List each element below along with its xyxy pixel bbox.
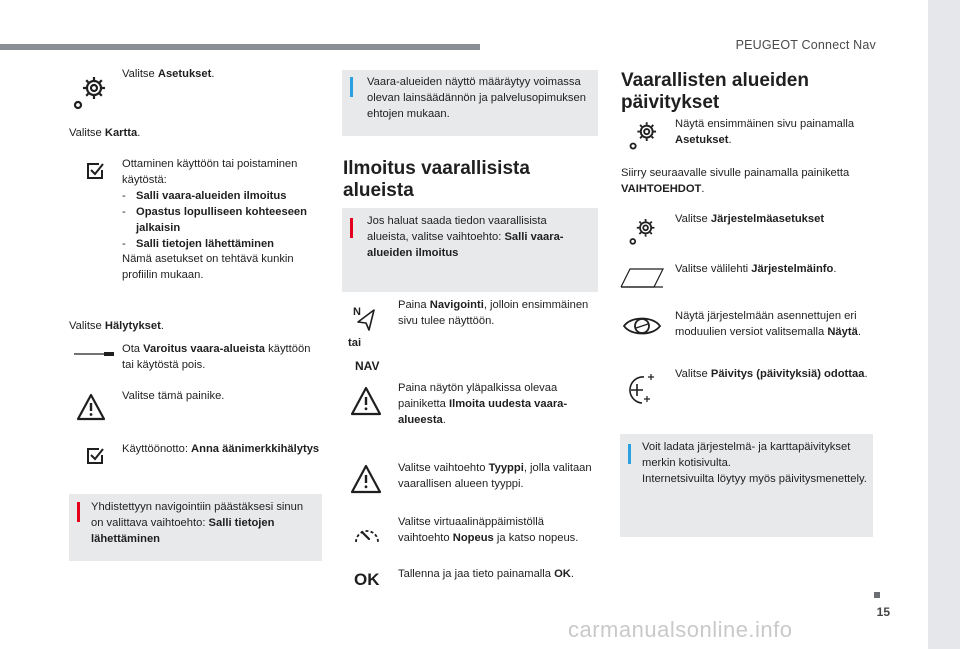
step-enter-speed: Valitse virtuaalinäppäimistöllä vaihtoehto Nopeus ja katso nopeus. [398,516,579,544]
settings-gear-icon [72,72,112,112]
option-allow-data-sending: Salli tietojen lähettäminen [136,237,275,250]
warning-marker-icon [77,502,80,522]
item-danger-warning: Ota Varoitus vaara-alueista käyttöön tai käytöstä pois. [122,343,311,371]
step-press-navigation: Paina Navigointi, jolloin ensimmäinen sivu tulee näyttöön. [398,299,589,327]
settings-gear-icon [628,118,662,152]
step-go-options: Siirry seuraavalle sivulle painamalla painiketta VAIHTOEHDOT. [621,167,850,195]
item-select-settings: Valitse Asetukset. [122,68,215,80]
warning-triangle-icon [350,464,382,494]
note-box-warning [69,494,322,561]
item-enable-sound: Käyttöönotto: Anna äänimerkkihälytys [122,443,320,455]
step-select-type: Valitse vaihtoehto Tyyppi, jolla valitaan vaarallisen alueen tyyppi. [398,462,592,490]
svg-text:N: N [353,306,361,318]
warning-marker-icon [350,218,353,238]
header-rule [0,44,480,50]
info-box [342,70,598,136]
tab-icon [620,268,664,288]
step-show-versions: Näytä järjestelmään asennettujen eri moduulien versiot valitsemalla Näytä. [675,310,861,338]
step-pending-updates: Valitse Päivitys (päivityksiä) odottaa. [675,368,868,380]
step-save-share: Tallenna ja jaa tieto painamalla OK. [398,568,574,580]
warning-triangle-icon [350,386,382,416]
info-marker-icon [628,444,631,464]
checkbox-icon [86,162,104,180]
step-report-new-zone: Paina näytön yläpalkissa olevaa painiketta Ilmoita uudesta vaara-alueesta. [398,382,568,426]
item-select-map: Valitse Kartta. [69,127,141,139]
option-walking-guidance: Opastus lopulliseen kohteeseen jalkaisin [136,205,307,234]
item-select-alerts: Valitse Hälytykset. [69,320,164,332]
update-download-icon [622,372,658,406]
step-system-info-tab: Valitse välilehti Järjestelmäinfo. [675,263,837,275]
system-settings-gear-icon [628,215,660,247]
nav-button-label: NAV [355,359,380,373]
step-system-settings: Valitse Järjestelmäasetukset [675,213,825,225]
ok-button-label: OK [354,570,380,589]
note-box-warning [342,208,598,292]
navigation-arrow-icon [352,304,378,332]
speedometer-icon [352,520,382,550]
section-heading-updates: Vaarallisten alueiden päivitykset [621,70,809,113]
option-allow-danger-zone: Salli vaara-alueiden ilmoitus [136,189,287,202]
page-edge-strip [928,0,960,649]
info-box [620,434,873,537]
end-marker [874,592,880,598]
info-text: Voit ladata järjestelmä- ja karttapäivitykset merkin kotisivulta. Internetsivuilta löytyy myös päivitysmenettely. [642,441,867,485]
section-heading-danger-alerts: Ilmoitus vaarallisista alueista [343,158,530,201]
checkbox-icon [86,447,104,465]
note-text: Yhdistettyyn navigointiin päästäksesi sinun on valittava vaihtoehto: Salli tietojen lähettäminen [91,501,304,545]
item-press-button: Valitse tämä painike. [122,390,225,402]
brand-label: PEUGEOT Connect Nav [735,38,876,52]
label-or: tai [348,337,362,349]
watermark: carmanualsonline.info [568,617,793,642]
eye-icon [622,313,662,339]
page-number: 15 [876,605,890,619]
step-open-settings: Näytä ensimmäinen sivu painamalla Asetukset. [675,118,855,146]
toggle-switch-icon [74,351,114,357]
item-toggle-options: Ottaminen käyttöön tai poistaminen käytöstä: - Salli vaara-alueiden ilmoitus - Opastus lopulliseen kohteeseen jalkaisin - Salli tietojen lähettäminen Nämä asetukset on tehtävä kunkin profiilin mukaan. [122,158,307,282]
info-marker-icon [350,77,353,97]
warning-triangle-icon [76,393,106,421]
note-text: Jos haluat saada tiedon vaarallisista alueista, valitse vaihtoehto: Salli vaara-alueiden ilmoitus [367,215,564,259]
info-text: Vaara-alueiden näyttö määräytyy voimassa olevan lainsäädännön ja palvelusopimuksen ehtojen mukaan. [367,76,586,120]
